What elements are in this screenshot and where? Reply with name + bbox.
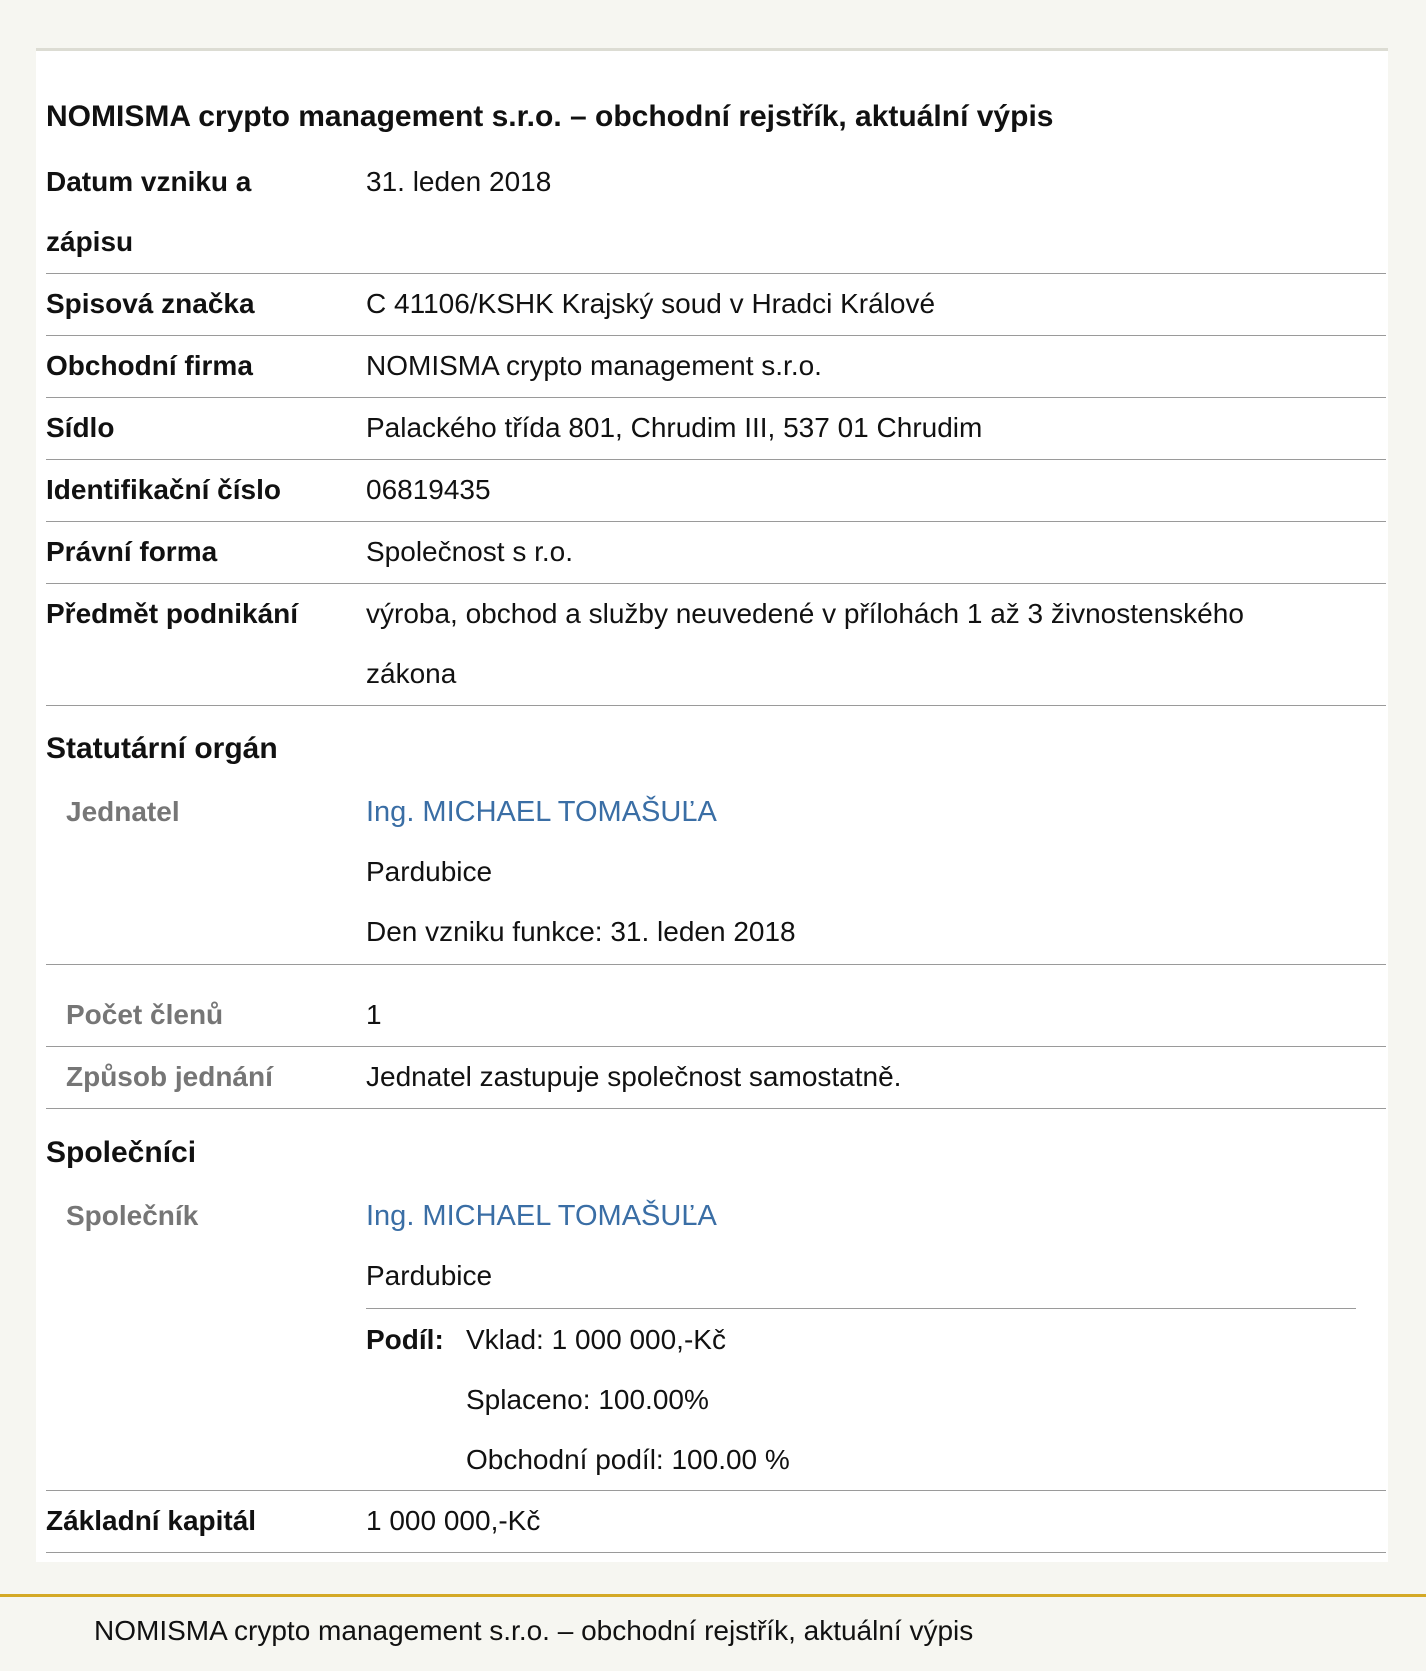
value-zakladni-kapital: 1 000 000,-Kč <box>366 1505 541 1536</box>
value-predmet-podnikani: výroba, obchod a služby neuvedené v přílohách 1 až 3 živnostenského zákona <box>366 598 1244 689</box>
row-sidlo <box>46 398 1386 460</box>
podil-splaceno: Splaceno: 100.00% <box>466 1384 709 1415</box>
row-datum-vzniku <box>46 152 1386 274</box>
label-sidlo: Sídlo <box>46 412 115 443</box>
footer-text: NOMISMA crypto management s.r.o. – obchodní rejstřík, aktuální výpis <box>94 1615 974 1646</box>
row-identifikacni-cislo <box>46 460 1386 522</box>
label-pocet-clenu: Počet členů <box>66 999 224 1030</box>
label-zakladni-kapital: Základní kapitál <box>46 1505 257 1536</box>
value-sidlo: Palackého třída 801, Chrudim III, 537 01 Chrudim <box>366 412 983 443</box>
podil-obchodni: Obchodní podíl: 100.00 % <box>466 1444 790 1475</box>
jednatel-name-link[interactable]: Ing. MICHAEL TOMAŠUĽA <box>366 796 717 828</box>
footer <box>0 1594 1426 1671</box>
row-spisova-znacka <box>46 274 1386 336</box>
row-obchodni-firma <box>46 336 1386 398</box>
row-zpusob-jednani <box>46 1047 1386 1109</box>
label-spisova-znacka: Spisová značka <box>46 288 255 319</box>
value-zpusob-jednani: Jednatel zastupuje společnost samostatně. <box>366 1061 902 1092</box>
section-spolecnici: Společníci <box>46 1136 197 1169</box>
label-identifikacni-cislo: Identifikační číslo <box>46 474 281 505</box>
value-spisova-znacka: C 41106/KSHK Krajský soud v Hradci Králové <box>366 288 936 319</box>
row-spolecnik <box>46 1186 1386 1491</box>
value-pocet-clenu: 1 <box>366 999 382 1030</box>
value-identifikacni-cislo: 06819435 <box>366 474 491 505</box>
spolecnik-name-link[interactable]: Ing. MICHAEL TOMAŠUĽA <box>366 1200 717 1232</box>
jednatel-city: Pardubice <box>366 856 493 887</box>
value-datum-vzniku: 31. leden 2018 <box>366 166 552 197</box>
label-zpusob-jednani: Způsob jednání <box>66 1061 273 1092</box>
label-jednatel: Jednatel <box>66 796 180 827</box>
podil-label: Podíl: <box>366 1324 444 1355</box>
row-pravni-forma <box>46 522 1386 584</box>
value-pravni-forma: Společnost s r.o. <box>366 536 574 567</box>
value-obchodni-firma: NOMISMA crypto management s.r.o. <box>366 350 822 381</box>
spolecnik-divider <box>366 1308 1356 1309</box>
page-title: NOMISMA crypto management s.r.o. – obchodní rejstřík, aktuální výpis <box>46 100 1054 133</box>
row-zakladni-kapital <box>46 1491 1386 1553</box>
label-obchodni-firma: Obchodní firma <box>46 350 253 381</box>
jednatel-since: Den vzniku funkce: 31. leden 2018 <box>366 916 796 947</box>
row-pocet-clenu <box>46 985 1386 1047</box>
label-predmet-podnikani: Předmět podnikání <box>46 598 299 629</box>
label-spolecnik: Společník <box>66 1200 199 1231</box>
section-statutarni-organ: Statutární orgán <box>46 732 278 765</box>
row-predmet-podnikani <box>46 584 1386 706</box>
label-pravni-forma: Právní forma <box>46 536 218 567</box>
row-jednatel <box>46 782 1386 965</box>
spolecnik-city: Pardubice <box>366 1260 493 1291</box>
label-datum-vzniku: Datum vzniku a zápisu <box>46 166 252 257</box>
podil-vklad: Vklad: 1 000 000,-Kč <box>466 1324 726 1355</box>
